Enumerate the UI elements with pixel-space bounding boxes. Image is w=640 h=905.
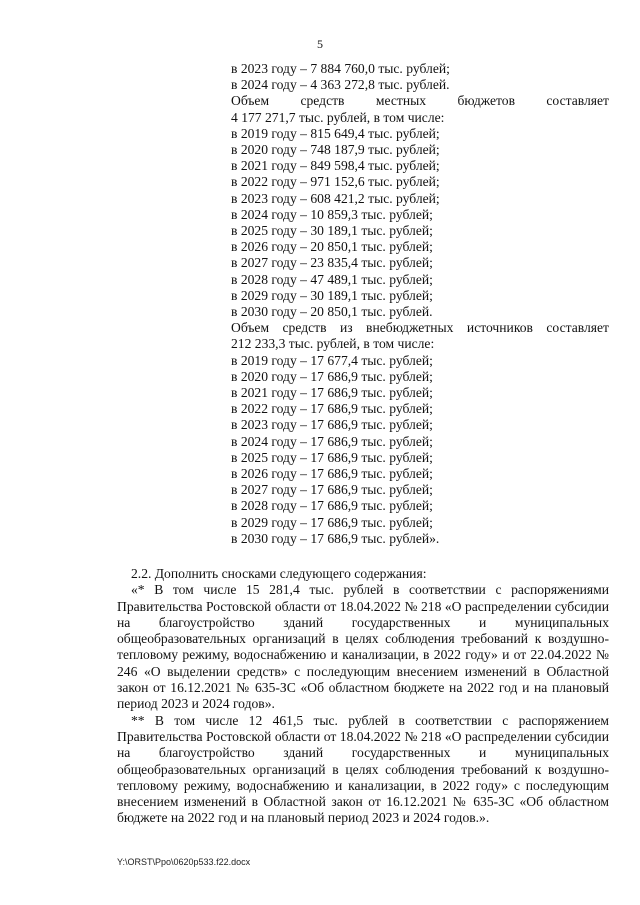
local-budget-year: в 2023 году – 608 421,2 тыс. рублей;	[231, 190, 440, 206]
local-budget-year: в 2026 году – 20 850,1 тыс. рублей;	[231, 239, 433, 255]
extrabudget-total: 212 233,3 тыс. рублей, в том числе:	[231, 336, 435, 352]
extrabudget-year: в 2026 году – 17 686,9 тыс. рублей;	[231, 466, 433, 482]
local-budget-year: в 2021 году – 849 598,4 тыс. рублей;	[231, 158, 440, 174]
extrabudget-year: в 2019 году – 17 677,4 тыс. рублей;	[231, 352, 433, 368]
local-budget-year: в 2019 году – 815 649,4 тыс. рублей;	[231, 125, 440, 141]
footnote-second: ** В том числе 12 461,5 тыс. рублей в соответствии с распоряжением Правительства Ростовской области от 18.04.2022 № 218 «О распределении субсидии на благоустройство зданий государственных и муниципальных общеобразовательных организаций в целях соблюдения требований к воздушно-тепловому режиму, водоснабжению и канализации, в 2022 году» с последующим внесением изменений в Областной закон от 16.12.2021 № 635-ЗС «Об областном бюджете на 2022 год и на плановый период 2023 и 2024 годов.».	[117, 712, 609, 826]
extrabudget-year: в 2025 году – 17 686,9 тыс. рублей;	[231, 449, 433, 465]
extrabudget-year: в 2027 году – 17 686,9 тыс. рублей;	[231, 482, 433, 498]
local-budget-year: в 2029 году – 30 189,1 тыс. рублей;	[231, 287, 433, 303]
footnote-first: «* В том числе 15 281,4 тыс. рублей в соответствии с распоряжениями Правительства Ростовской области от 18.04.2022 № 218 «О распределении субсидии на благоустройство зданий государственных и муниципальных общеобразовательных организаций в целях соблюдения требований к воздушно-тепловому режиму, водоснабжению и канализации, в 2022 году» и от 22.04.2022 № 246 «О выделении средств» с последующим внесением изменений в Областной закон от 16.12.2021 № 635-ЗС «Об областном бюджете на 2022 год и на плановый период 2023 и 2024 годов».	[117, 582, 609, 712]
extrabudget-year: в 2023 году – 17 686,9 тыс. рублей;	[231, 417, 433, 433]
local-budget-year: в 2027 году – 23 835,4 тыс. рублей;	[231, 255, 433, 271]
year-line-2024: в 2024 году – 4 363 272,8 тыс. рублей.	[231, 77, 450, 93]
year-line-2023: в 2023 году – 7 884 760,0 тыс. рублей;	[231, 61, 450, 76]
extrabudget-year: в 2024 году – 17 686,9 тыс. рублей;	[231, 433, 433, 449]
local-budget-year: в 2025 году – 30 189,1 тыс. рублей;	[231, 223, 433, 239]
extrabudget-year: в 2029 году – 17 686,9 тыс. рублей;	[231, 514, 433, 530]
extrabudget-year: в 2028 году – 17 686,9 тыс. рублей;	[231, 498, 433, 514]
local-budget-year: в 2024 году – 10 859,3 тыс. рублей;	[231, 206, 433, 222]
local-budget-year: в 2020 году – 748 187,9 тыс. рублей;	[231, 142, 440, 158]
file-path-footer: Y:\ORST\Ppo\0620p533.f22.docx	[117, 857, 251, 867]
footnotes-heading: 2.2. Дополнить сносками следующего содержания:	[131, 566, 427, 581]
budget-top-block	[231, 61, 609, 547]
extrabudget-year: в 2020 году – 17 686,9 тыс. рублей;	[231, 368, 433, 384]
local-budget-total: 4 177 271,7 тыс. рублей, в том числе:	[231, 109, 445, 125]
local-budget-intro: Объем средств местных бюджетов составляет	[231, 93, 609, 109]
extrabudget-intro: Объем средств из внебюджетных источников составляет	[231, 320, 609, 336]
local-budget-year: в 2028 году – 47 489,1 тыс. рублей;	[231, 271, 433, 287]
extrabudget-year: в 2030 году – 17 686,9 тыс. рублей».	[231, 530, 440, 546]
page-number: 5	[317, 37, 323, 51]
footnotes-section	[117, 566, 609, 827]
extrabudget-year: в 2022 году – 17 686,9 тыс. рублей;	[231, 401, 433, 417]
extrabudget-year: в 2021 году – 17 686,9 тыс. рублей;	[231, 385, 433, 401]
local-budget-year: в 2030 году – 20 850,1 тыс. рублей.	[231, 304, 433, 320]
local-budget-year: в 2022 году – 971 152,6 тыс. рублей;	[231, 174, 440, 190]
